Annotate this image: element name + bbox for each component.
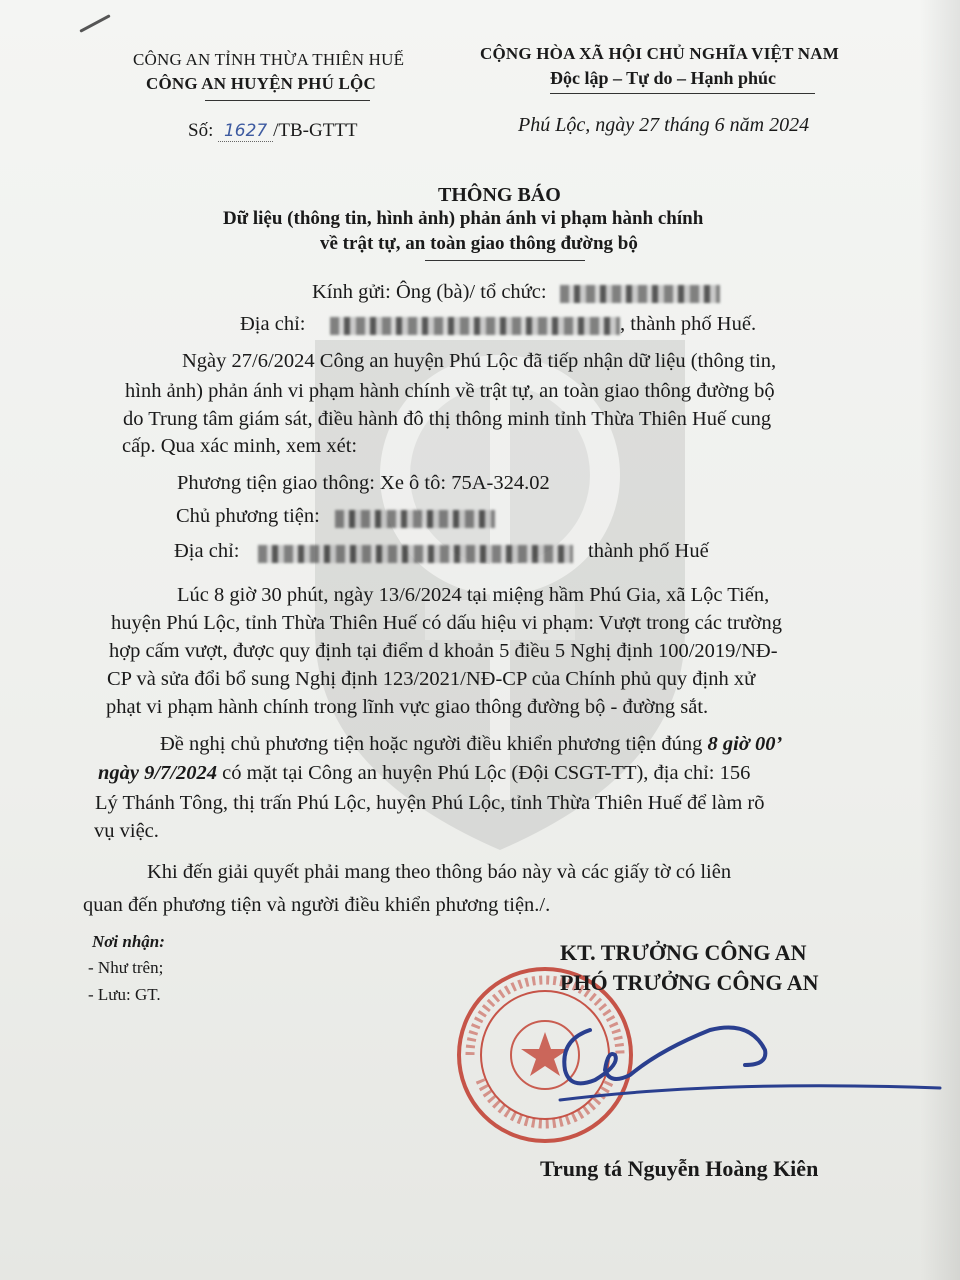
recipients-list-item-1: - Như trên; bbox=[88, 958, 164, 977]
signature-title-2: PHÓ TRƯỞNG CÔNG AN bbox=[560, 970, 819, 995]
para1-line-2: hình ảnh) phản ánh vi phạm hành chính về trật tự, an toàn giao thông đường bộ bbox=[125, 380, 775, 402]
para3-line-3: Lý Thánh Tông, thị trấn Phú Lộc, huyện Phú Lộc, tỉnh Thừa Thiên Huế để làm rõ bbox=[95, 792, 765, 814]
recipient-address-label: Địa chỉ: bbox=[240, 313, 306, 335]
recipients-list-item-2: - Lưu: GT. bbox=[88, 985, 161, 1004]
para2-line-3: hợp cấm vượt, được quy định tại điểm d khoản 5 điều 5 Nghị định 100/2019/NĐ- bbox=[109, 640, 778, 662]
handwritten-signature bbox=[520, 1010, 950, 1130]
para2-line-4: CP và sửa đổi bổ sung Nghị định 123/2021/NĐ-CP của Chính phủ quy định xử bbox=[107, 668, 756, 690]
motto-underline bbox=[550, 93, 815, 94]
so-label: Số: bbox=[188, 120, 214, 141]
recipients-list-label: Nơi nhận: bbox=[92, 932, 165, 951]
document-subtitle-1: Dữ liệu (thông tin, hình ảnh) phản ánh vi phạm hành chính bbox=[223, 208, 704, 229]
agency-district: CÔNG AN HUYỆN PHÚ LỘC bbox=[146, 74, 376, 93]
para3-text-b: có mặt tại Công an huyện Phú Lộc (Đội CSGT-TT), địa chỉ: 156 bbox=[217, 762, 751, 784]
signer-name: Trung tá Nguyễn Hoàng Kiên bbox=[540, 1156, 819, 1181]
para3-text-a: Đề nghị chủ phương tiện hoặc người điều khiển phương tiện đúng bbox=[160, 733, 708, 755]
para1-line-3: do Trung tâm giám sát, điều hành đô thị thông minh tỉnh Thừa Thiên Huế cung bbox=[123, 408, 772, 430]
para4-line-1: Khi đến giải quyết phải mang theo thông báo này và các giấy tờ có liên bbox=[147, 861, 732, 883]
issue-date: Phú Lộc, ngày 27 tháng 6 năm 2024 bbox=[518, 114, 810, 136]
para3-line-4: vụ việc. bbox=[94, 820, 159, 842]
recipient-label: Kính gửi: Ông (bà)/ tổ chức: bbox=[312, 281, 547, 303]
para3-line-1 bbox=[160, 733, 782, 756]
document-title: THÔNG BÁO bbox=[438, 184, 561, 206]
para3-line-2 bbox=[98, 762, 750, 785]
handwritten-number: 1627 bbox=[218, 121, 273, 142]
document-subtitle-2: về trật tự, an toàn giao thông đường bộ bbox=[320, 233, 638, 254]
para4-line-2: quan đến phương tiện và người điều khiển phương tiện./. bbox=[83, 894, 551, 916]
appointment-time: 8 giờ 00’ bbox=[707, 733, 783, 755]
redacted-recipient bbox=[560, 285, 720, 303]
agency-province: CÔNG AN TỈNH THỪA THIÊN HUẾ bbox=[133, 50, 405, 69]
title-underline bbox=[425, 260, 585, 261]
para1-line-1: Ngày 27/6/2024 Công an huyện Phú Lộc đã tiếp nhận dữ liệu (thông tin, bbox=[182, 350, 777, 372]
recipient-address-tail: , thành phố Huế. bbox=[620, 313, 757, 335]
nation-title: CỘNG HÒA XÃ HỘI CHỦ NGHĨA VIỆT NAM bbox=[480, 44, 839, 63]
para2-line-5: phạt vi phạm hành chính trong lĩnh vực giao thông đường bộ - đường sắt. bbox=[106, 696, 709, 718]
nation-motto: Độc lập – Tự do – Hạnh phúc bbox=[550, 68, 777, 88]
document-number bbox=[188, 120, 358, 142]
agency-underline bbox=[205, 100, 370, 101]
owner-address-label: Địa chỉ: bbox=[174, 540, 240, 562]
vehicle-info: Phương tiện giao thông: Xe ô tô: 75A-324.02 bbox=[177, 472, 550, 494]
redacted-recipient-address bbox=[330, 317, 620, 335]
pen-stroke-mark bbox=[79, 14, 110, 33]
redacted-owner-address bbox=[258, 545, 573, 563]
owner-address-tail: thành phố Huế bbox=[588, 540, 709, 562]
redacted-owner bbox=[335, 510, 495, 528]
so-suffix: /TB-GTTT bbox=[273, 120, 358, 141]
para1-line-4: cấp. Qua xác minh, xem xét: bbox=[122, 435, 358, 457]
vehicle-owner-label: Chủ phương tiện: bbox=[176, 505, 320, 527]
signature-title-1: KT. TRƯỞNG CÔNG AN bbox=[560, 940, 807, 965]
para2-line-1: Lúc 8 giờ 30 phút, ngày 13/6/2024 tại miệng hầm Phú Gia, xã Lộc Tiến, bbox=[177, 584, 770, 606]
appointment-date: ngày 9/7/2024 bbox=[98, 762, 218, 784]
para2-line-2: huyện Phú Lộc, tỉnh Thừa Thiên Huế có dấu hiệu vi phạm: Vượt trong các trường bbox=[111, 612, 783, 634]
